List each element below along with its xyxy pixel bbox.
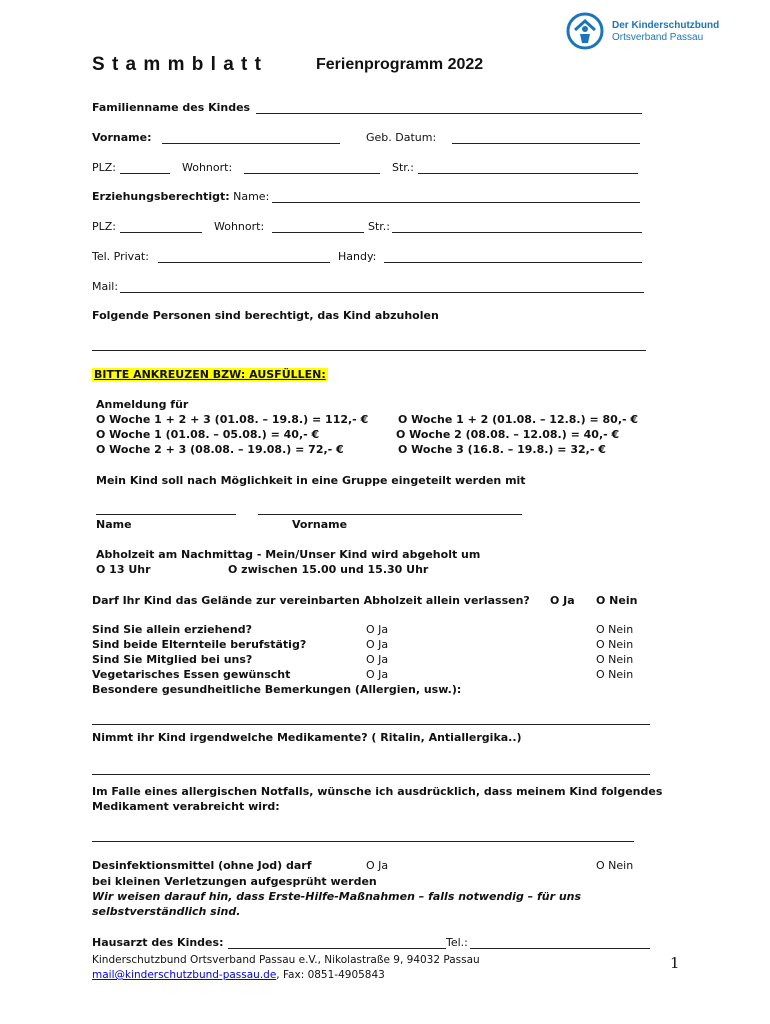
guardian-plz-field[interactable] (120, 232, 202, 233)
guardian-plz-label: PLZ: (92, 220, 117, 233)
registration-title: Anmeldung für (96, 398, 189, 411)
lastname-field[interactable] (256, 113, 642, 114)
mail-label: Mail: (92, 280, 119, 293)
emergency-medication-field[interactable] (92, 841, 634, 842)
single-parent-question: Sind Sie allein erziehend? (92, 623, 252, 636)
guardian-street-field[interactable] (392, 232, 642, 233)
firstname-field[interactable] (162, 143, 340, 144)
phone-field[interactable] (158, 262, 330, 263)
member-yes[interactable]: O Ja (366, 653, 389, 666)
disinfectant-yes[interactable]: O Ja (366, 859, 389, 872)
vegetarian-yes[interactable]: O Ja (366, 668, 389, 681)
child-town-label: Wohnort: (182, 161, 233, 174)
doctor-phone-label: Tel.: (446, 936, 468, 949)
registration-option-week-1[interactable]: O Woche 1 (01.08. – 05.08.) = 40,- € (96, 428, 320, 441)
pickup-persons-label: Folgende Personen sind berechtigt, das Kind abzuholen (92, 309, 439, 322)
doctor-field[interactable] (228, 948, 446, 949)
single-parent-yes[interactable]: O Ja (366, 623, 389, 636)
disinfectant-line1: Desinfektionsmittel (ohne Jod) darf (92, 859, 312, 872)
guardian-label: Erziehungsberechtigt: (92, 190, 230, 203)
pickup-persons-field[interactable] (92, 350, 646, 351)
guardian-row (92, 190, 269, 203)
registration-option-weeks-1-2[interactable]: O Woche 1 + 2 (01.08. – 12.8.) = 80,- € (398, 413, 639, 426)
firstname-label: Vorname: (92, 131, 152, 144)
first-aid-note1: Wir weisen darauf hin, dass Erste-Hilfe-Maßnahmen – falls notwendig – für uns (92, 890, 582, 903)
child-street-field[interactable] (418, 173, 638, 174)
medication-field[interactable] (92, 774, 650, 775)
vegetarian-no[interactable]: O Nein (596, 668, 634, 681)
both-working-question: Sind beide Elternteile berufstätig? (92, 638, 307, 651)
doctor-phone-field[interactable] (470, 948, 650, 949)
health-remarks-label: Besondere gesundheitliche Bemerkungen (Allergien, usw.): (92, 683, 462, 696)
birthdate-field[interactable] (452, 143, 640, 144)
guardian-name-field[interactable] (272, 202, 640, 203)
instruction-wrap (92, 368, 328, 381)
group-name-label: Name (96, 518, 132, 531)
group-name-field[interactable] (96, 514, 236, 515)
phone-label: Tel. Privat: (92, 250, 149, 263)
doctor-label: Hausarzt des Kindes: (92, 936, 224, 949)
footer-contact (92, 969, 385, 981)
logo (566, 12, 736, 54)
registration-option-weeks-1-2-3[interactable]: O Woche 1 + 2 + 3 (01.08. – 19.8.) = 112,- € (96, 413, 369, 426)
kinderschutzbund-logo-icon (566, 12, 604, 50)
footer-email-link[interactable]: mail@kinderschutzbund-passau.de (92, 969, 277, 981)
leave-alone-question: Darf Ihr Kind das Gelände zur vereinbarten Abholzeit allein verlassen? (92, 594, 530, 607)
member-no[interactable]: O Nein (596, 653, 634, 666)
child-plz-label: PLZ: (92, 161, 117, 174)
pickup-time-13[interactable]: O 13 Uhr (96, 563, 151, 576)
mobile-field[interactable] (384, 262, 642, 263)
page-subtitle: Ferienprogramm 2022 (316, 56, 484, 73)
both-working-no[interactable]: O Nein (596, 638, 634, 651)
pickup-time-question: Abholzeit am Nachmittag - Mein/Unser Kind wird abgeholt um (96, 548, 481, 561)
group-question: Mein Kind soll nach Möglichkeit in eine Gruppe eingeteilt werden mit (96, 474, 526, 487)
guardian-name-label: Name: (233, 190, 270, 203)
medication-label: Nimmt ihr Kind irgendwelche Medikamente? ( Ritalin, Antiallergika..) (92, 731, 522, 744)
footer-address: Kinderschutzbund Ortsverband Passau e.V., Nikolastraße 9, 94032 Passau (92, 954, 480, 966)
child-street-label: Str.: (392, 161, 415, 174)
first-aid-note2: selbstverständlich sind. (92, 905, 241, 918)
page-title: S t a m m b l a t t (92, 54, 262, 75)
emergency-line1: Im Falle eines allergischen Notfalls, wünsche ich ausdrücklich, dass meinem Kind folgendes (92, 785, 663, 798)
vegetarian-question: Vegetarisches Essen gewünscht (92, 668, 291, 681)
guardian-town-field[interactable] (272, 232, 364, 233)
lastname-label: Familienname des Kindes (92, 101, 251, 114)
both-working-yes[interactable]: O Ja (366, 638, 389, 651)
child-town-field[interactable] (244, 173, 380, 174)
mail-field[interactable] (120, 292, 644, 293)
group-firstname-label: Vorname (292, 518, 348, 531)
disinfectant-no[interactable]: O Nein (596, 859, 634, 872)
page-number: 1 (670, 954, 680, 972)
emergency-line2: Medikament verabreicht wird: (92, 800, 280, 813)
pickup-time-15[interactable]: O zwischen 15.00 und 15.30 Uhr (228, 563, 429, 576)
instruction-label: BITTE ANKREUZEN BZW: AUSFÜLLEN: (94, 368, 326, 381)
guardian-street-label: Str.: (368, 220, 391, 233)
health-remarks-field[interactable] (92, 724, 650, 725)
member-question: Sind Sie Mitglied bei uns? (92, 653, 253, 666)
logo-line2: Ortsverband Passau (612, 32, 704, 43)
single-parent-no[interactable]: O Nein (596, 623, 634, 636)
logo-line1: Der Kinderschutzbund (612, 20, 720, 31)
group-firstname-field[interactable] (258, 514, 522, 515)
registration-option-weeks-2-3[interactable]: O Woche 2 + 3 (08.08. – 19.08.) = 72,- € (96, 443, 344, 456)
child-plz-field[interactable] (120, 173, 170, 174)
disinfectant-line2: bei kleinen Verletzungen aufgesprüht werden (92, 875, 377, 888)
guardian-town-label: Wohnort: (214, 220, 265, 233)
birthdate-label: Geb. Datum: (366, 131, 437, 144)
mobile-label: Handy: (338, 250, 377, 263)
registration-option-week-3[interactable]: O Woche 3 (16.8. – 19.8.) = 32,- € (398, 443, 606, 456)
registration-option-week-2[interactable]: O Woche 2 (08.08. – 12.08.) = 40,- € (396, 428, 620, 441)
leave-alone-yes[interactable]: O Ja (550, 594, 575, 607)
footer-fax: , Fax: 0851-4905843 (276, 969, 385, 981)
leave-alone-no[interactable]: O Nein (596, 594, 638, 607)
